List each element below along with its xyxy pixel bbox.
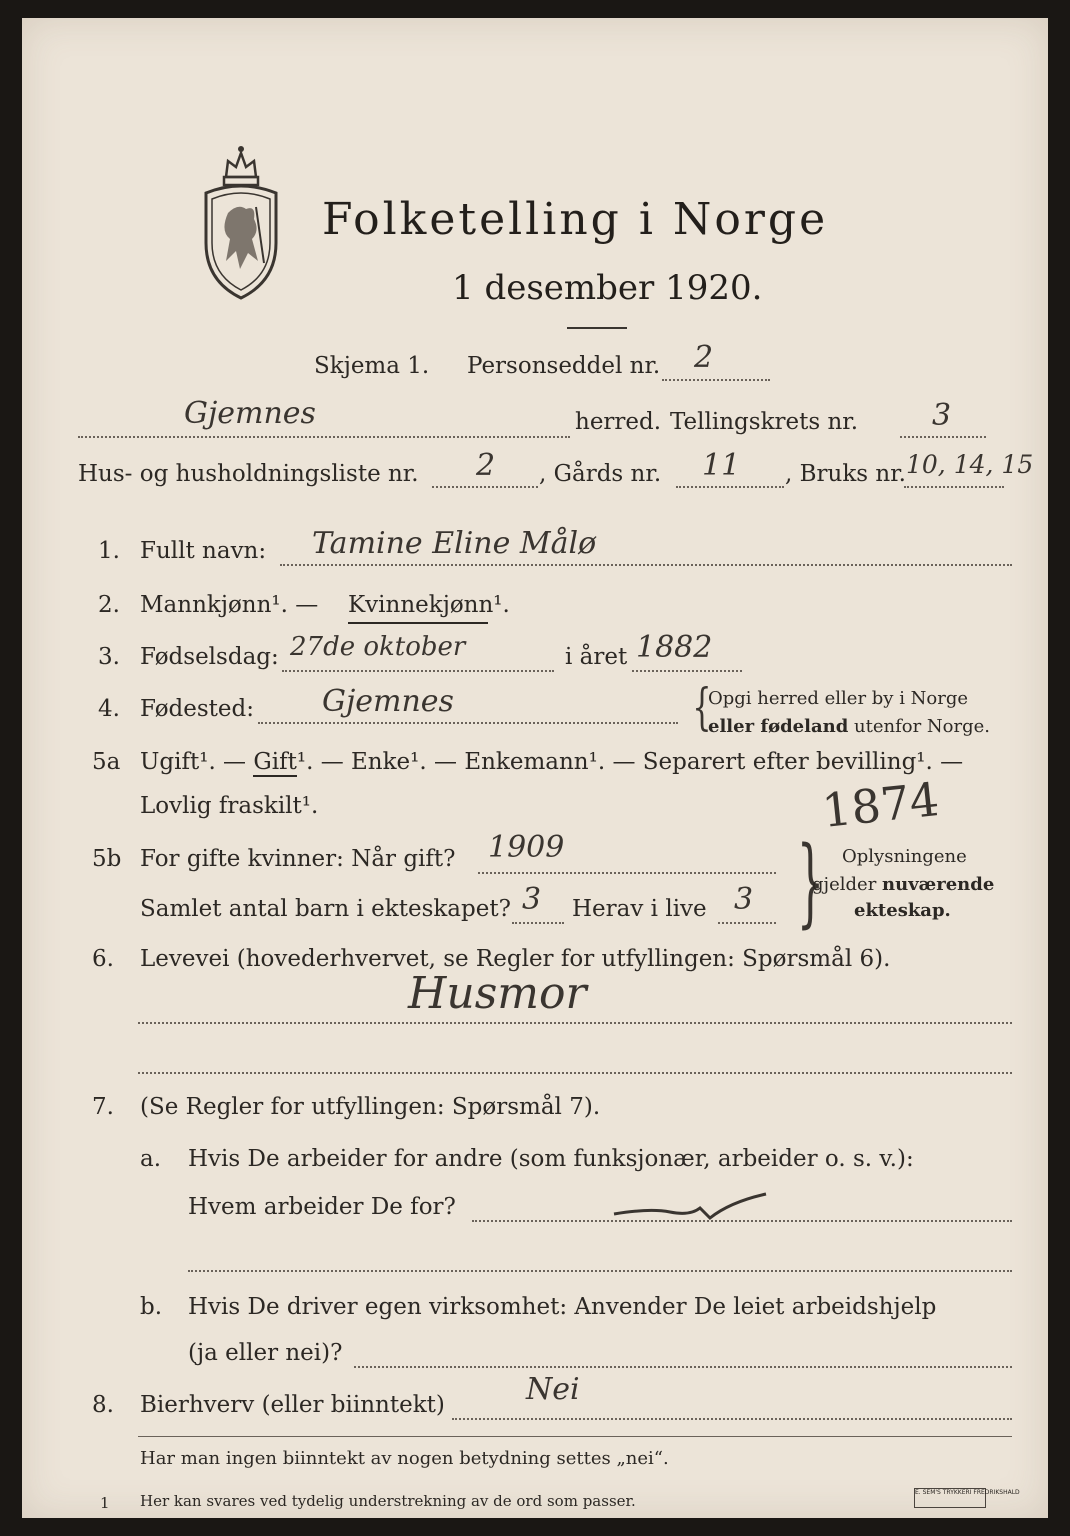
q7-label: (Se Regler for utfyllingen: Spørsmål 7).: [140, 1094, 601, 1120]
q5b-barn-field-line: [512, 922, 564, 924]
q6-label: Levevei (hovederhvervet, se Regler for utfyllingen: Spørsmål 6).: [140, 946, 891, 972]
q5a-lovlig-fraskilt: Lovlig fraskilt¹.: [140, 793, 319, 819]
q4-note-line1: Opgi herred eller by i Norge: [708, 688, 969, 709]
form-title: Folketelling i Norge: [322, 194, 829, 245]
footer-divider: [138, 1436, 1012, 1437]
hus-value: 2: [476, 448, 496, 483]
q5b-herav-field-line: [718, 922, 776, 924]
q4-number: 4.: [98, 696, 120, 722]
personseddel-field-line: [662, 379, 770, 381]
q7a-label2: Hvem arbeider De for?: [188, 1194, 456, 1220]
tellingskrets-field-line: [900, 436, 986, 438]
q8-value: Nei: [526, 1372, 580, 1407]
q6-field-line-2: [138, 1072, 1012, 1074]
q4-note-line2a: eller fødeland: [708, 716, 849, 737]
q3-field-line: [282, 670, 554, 672]
q8-number: 8.: [92, 1392, 114, 1418]
q5b-number: 5b: [92, 846, 122, 872]
q3-birthday-value: 27de oktober: [290, 632, 466, 662]
q5b-nar-gift-value: 1909: [488, 830, 565, 865]
q6-occupation-value: Husmor: [408, 968, 587, 1019]
q5a-ugift: Ugift¹. —: [140, 749, 247, 775]
q5b-nar-gift-label: For gifte kvinner: Når gift?: [140, 846, 456, 872]
q5b-note-line3: ekteskap.: [854, 900, 951, 921]
q4-label: Fødested:: [140, 696, 255, 722]
herred-field-line: [78, 436, 570, 438]
q7a-letter: a.: [140, 1146, 162, 1172]
q5a-number: 5a: [92, 749, 121, 775]
tellingskrets-value: 3: [932, 398, 952, 433]
q2-kvinnekjonn: Kvinnekjønn¹.: [348, 592, 510, 618]
hus-field-line: [432, 486, 538, 488]
q6-number: 6.: [92, 946, 114, 972]
q1-full-name-value: Tamine Eline Målø: [312, 526, 597, 561]
q3-year-field-line: [632, 670, 742, 672]
q5b-note-line2b: nuværende: [882, 874, 995, 895]
footer-note: Har man ingen biinntekt av nogen betydning settes „nei“.: [140, 1448, 669, 1469]
herred-label: herred.: [575, 409, 662, 435]
q1-label: Fullt navn:: [140, 538, 267, 564]
herred-value: Gjemnes: [184, 396, 316, 431]
q7a-field-line-2: [188, 1270, 1012, 1272]
q3-number: 3.: [98, 644, 120, 670]
q7b-field-line: [354, 1366, 1012, 1368]
q3-year-value: 1882: [636, 630, 713, 665]
printer-stamp: E. SEM'S TRYKKERI FREDRIKSHALD: [914, 1488, 986, 1508]
gards-field-line: [676, 486, 784, 488]
q7b-label2: (ja eller nei)?: [188, 1340, 343, 1366]
skjema-label: Skjema 1.: [314, 353, 430, 379]
q5a-gift: Gift: [253, 749, 297, 775]
q4-note-line2b: utenfor Norge.: [854, 716, 991, 737]
q1-field-line: [280, 564, 1012, 566]
q2-underline-mark: [348, 622, 488, 624]
q7a-label: Hvis De arbeider for andre (som funksjonær, arbeider o. s. v.):: [188, 1146, 914, 1172]
q3-year-label: i året: [565, 644, 628, 670]
q4-field-line: [258, 722, 678, 724]
q2-mannkjonn: Mannkjønn¹. —: [140, 592, 319, 618]
footnote-text: Her kan svares ved tydelig understrekning av de ord som passer.: [140, 1492, 636, 1510]
q5b-note-brace: }: [796, 826, 825, 938]
bruks-field-line: [904, 486, 1004, 488]
q5b-barn-value: 3: [522, 882, 542, 917]
q4-birthplace-value: Gjemnes: [322, 684, 454, 719]
q8-field-line: [452, 1418, 1012, 1420]
gards-value: 11: [702, 448, 741, 483]
q5b-herav-value: 3: [734, 882, 754, 917]
personseddel-value: 2: [694, 340, 714, 375]
q6-field-line-1: [138, 1022, 1012, 1024]
census-date: 1 desember 1920.: [452, 268, 763, 308]
q7-number: 7.: [92, 1094, 114, 1120]
tellingskrets-label: Tellingskrets nr.: [670, 409, 859, 435]
footnote-number: 1: [100, 1494, 110, 1512]
hus-label: Hus- og husholdningsliste nr.: [78, 461, 419, 487]
title-divider: [567, 327, 627, 329]
q7a-dash-mark: [610, 1188, 770, 1228]
q5b-herav-label: Herav i live: [572, 896, 707, 922]
q7b-label: Hvis De driver egen virksomhet: Anvender De leiet arbeidshjelp: [188, 1294, 937, 1320]
q5a-rest: ¹. — Enke¹. — Enkemann¹. — Separert efter bevilling¹. —: [296, 749, 964, 775]
q5a-marriage-note-value: 1874: [819, 772, 942, 838]
q5b-barn-label: Samlet antal barn i ekteskapet?: [140, 896, 511, 922]
personseddel-label: Personseddel nr.: [467, 353, 661, 379]
q5b-note-line2: gjelder: [812, 874, 877, 895]
q3-label: Fødselsdag:: [140, 644, 279, 670]
q7b-letter: b.: [140, 1294, 163, 1320]
census-form-page: [22, 18, 1048, 1518]
bruks-value: 10, 14, 15: [906, 450, 1034, 479]
gards-label: , Gårds nr.: [539, 461, 662, 487]
q8-label: Bierhverv (eller biinntekt): [140, 1392, 445, 1418]
q5b-note-line1: Oplysningene: [842, 846, 967, 867]
q2-number: 2.: [98, 592, 120, 618]
bruks-label: , Bruks nr.: [785, 461, 906, 487]
q1-number: 1.: [98, 538, 120, 564]
q5b-nar-gift-field-line: [478, 872, 776, 874]
norwegian-coat-of-arms-icon: [198, 143, 284, 303]
q4-note-brace: {: [692, 678, 712, 736]
